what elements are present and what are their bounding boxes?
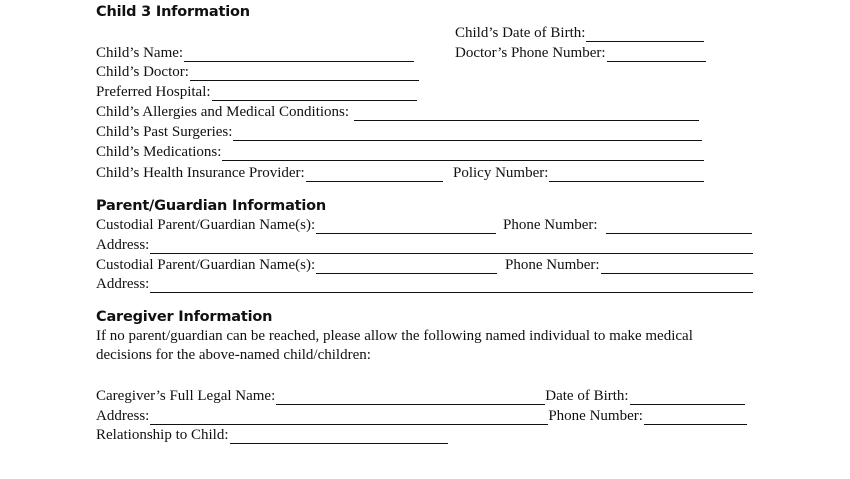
guardian1-phone-label: Phone Number: xyxy=(503,217,598,233)
doctor-phone-field[interactable] xyxy=(607,47,706,62)
hospital-label: Preferred Hospital: xyxy=(96,84,211,100)
guardian1-names-row xyxy=(96,216,496,234)
policy-field[interactable] xyxy=(549,167,704,182)
guardian1-phone-row xyxy=(503,216,752,234)
guardian1-names-label: Custodial Parent/Guardian Name(s): xyxy=(96,217,316,233)
guardian2-phone-field[interactable] xyxy=(601,259,753,274)
child-dob-field[interactable] xyxy=(586,27,704,42)
child-dob-label: Child’s Date of Birth: xyxy=(455,25,586,41)
surgeries-label: Child’s Past Surgeries: xyxy=(96,124,233,140)
child-name-row xyxy=(96,44,414,62)
child3-heading: Child 3 Information xyxy=(96,4,250,20)
relationship-row xyxy=(96,426,448,444)
caregiver-heading: Caregiver Information xyxy=(96,309,273,325)
caregiver-name-label: Caregiver’s Full Legal Name: xyxy=(96,388,276,404)
caregiver-phone-field[interactable] xyxy=(644,410,747,425)
policy-row xyxy=(453,164,704,182)
surgeries-field[interactable] xyxy=(233,126,702,141)
guardian1-address-row xyxy=(96,236,753,254)
insurance-label: Child’s Health Insurance Provider: xyxy=(96,165,305,181)
guardian2-names-field[interactable] xyxy=(316,259,497,274)
hospital-field[interactable] xyxy=(212,86,417,101)
guardian2-address-field[interactable] xyxy=(150,278,753,293)
caregiver-instructions-line1: If no parent/guardian can be reached, please allow the following named individual to make medical xyxy=(96,328,693,344)
child-name-label: Child’s Name: xyxy=(96,45,184,61)
hospital-row xyxy=(96,83,417,101)
child-doctor-field[interactable] xyxy=(190,66,419,81)
caregiver-name-field[interactable] xyxy=(276,390,545,405)
allergies-label: Child’s Allergies and Medical Conditions: xyxy=(96,104,350,120)
insurance-row xyxy=(96,164,443,182)
insurance-field[interactable] xyxy=(306,167,443,182)
child-name-field[interactable] xyxy=(184,47,414,62)
child-doctor-row xyxy=(96,63,419,81)
relationship-label: Relationship to Child: xyxy=(96,427,229,443)
allergies-row xyxy=(96,103,699,121)
guardian-heading: Parent/Guardian Information xyxy=(96,198,327,214)
caregiver-phone-label: Phone Number: xyxy=(548,408,643,424)
guardian1-phone-field[interactable] xyxy=(606,219,752,234)
guardian1-address-label: Address: xyxy=(96,237,150,253)
guardian2-phone-row xyxy=(505,256,753,274)
medications-field[interactable] xyxy=(222,146,704,161)
child-dob-row xyxy=(455,24,704,42)
guardian2-address-label: Address: xyxy=(96,276,150,292)
doctor-phone-row xyxy=(455,44,706,62)
doctor-phone-label: Doctor’s Phone Number: xyxy=(455,45,606,61)
allergies-field[interactable] xyxy=(354,106,699,121)
guardian1-address-field[interactable] xyxy=(150,239,753,254)
child-doctor-label: Child’s Doctor: xyxy=(96,64,189,80)
guardian2-address-row xyxy=(96,275,753,293)
caregiver-address-field[interactable] xyxy=(150,410,548,425)
caregiver-dob-label: Date of Birth: xyxy=(545,388,629,404)
caregiver-dob-field[interactable] xyxy=(630,390,745,405)
surgeries-row xyxy=(96,123,702,141)
guardian1-names-field[interactable] xyxy=(316,219,496,234)
medications-label: Child’s Medications: xyxy=(96,144,222,160)
caregiver-address-row xyxy=(96,407,747,425)
caregiver-address-label: Address: xyxy=(96,408,150,424)
caregiver-instructions-line2: decisions for the above-named child/children: xyxy=(96,347,371,363)
policy-label: Policy Number: xyxy=(453,165,549,181)
medications-row xyxy=(96,143,704,161)
guardian2-phone-label: Phone Number: xyxy=(505,257,600,273)
caregiver-name-row xyxy=(96,387,745,405)
guardian2-names-row xyxy=(96,256,497,274)
relationship-field[interactable] xyxy=(230,429,448,444)
guardian2-names-label: Custodial Parent/Guardian Name(s): xyxy=(96,257,316,273)
